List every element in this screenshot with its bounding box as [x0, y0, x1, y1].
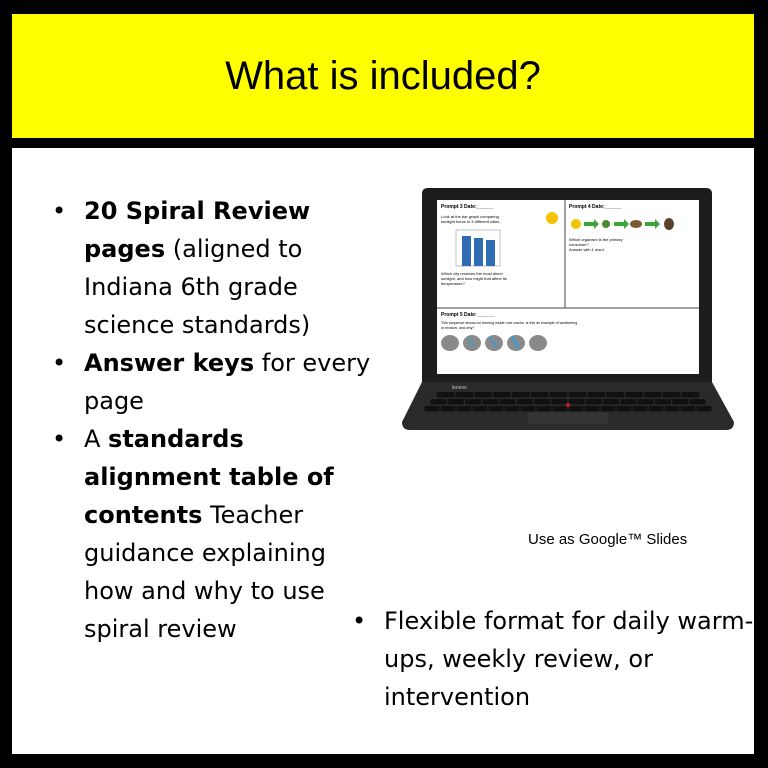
keyboard-key	[457, 406, 472, 412]
laptop-brand: lenovo	[452, 385, 467, 391]
slide-prompt4-question: Answer with 1 word.	[569, 247, 605, 252]
title-banner	[12, 14, 754, 138]
feature-item	[52, 344, 372, 420]
laptop-image	[400, 186, 736, 432]
keyboard-key	[587, 392, 605, 398]
keyboard-key	[601, 406, 616, 412]
slide-prompt3-text: sunlight hours in 3 different cities.	[441, 219, 501, 224]
keyboard-key	[551, 399, 567, 405]
keyboard-key	[697, 406, 712, 412]
touchpad	[528, 412, 608, 424]
keyboard-key	[681, 406, 696, 412]
feature-bold: Answer keys	[84, 349, 255, 377]
keyboard-key	[489, 406, 504, 412]
flexible-format-text: Flexible format for daily warm-ups, weekly review, or intervention	[384, 607, 754, 711]
keyboard-key	[620, 399, 636, 405]
slide-prompt3-header: Prompt 3 Date:______	[441, 204, 494, 210]
page-title: What is included?	[225, 53, 541, 98]
content-panel	[12, 148, 754, 754]
slide-prompt3-question: temperature?	[441, 281, 465, 286]
slide-prompt4-question: consumer?	[569, 242, 589, 247]
keyboard-key	[569, 406, 584, 412]
trackpoint	[566, 403, 570, 407]
keyboard-key	[682, 392, 700, 398]
keyboard-key	[531, 392, 549, 398]
slide-prompt5-header: Prompt 5 Date: ______	[441, 312, 495, 318]
keyboard-key	[649, 406, 664, 412]
keyboard-key	[603, 399, 619, 405]
keyboard-key	[569, 392, 587, 398]
slide-prompt5-text: or erosion, and why?	[441, 326, 475, 330]
keyboard-key	[431, 399, 447, 405]
keyboard-key	[474, 392, 492, 398]
flexible-format-item	[352, 602, 764, 716]
slide-prompt4-question: Which organism is the primary	[569, 237, 623, 242]
feature-bold: standards alignment table of contents	[84, 425, 334, 529]
keyboard-key	[521, 406, 536, 412]
keyboard-key	[448, 399, 464, 405]
feature-list	[52, 192, 372, 648]
slide-prompt5-text: This sequence shows ice forming inside rock cracks. Is this an example of weathering	[441, 321, 578, 325]
keyboard-key	[455, 392, 473, 398]
feature-text: Teacher guidance explaining how and why to use spiral review	[84, 501, 327, 643]
keyboard-key	[550, 392, 568, 398]
keyboard-key	[441, 406, 456, 412]
slide-prompt4-header: Prompt 4 Date:______	[569, 204, 622, 210]
slide-prompt3-text: Look at the bar graph comparing	[441, 214, 499, 219]
sun-icon	[546, 212, 558, 224]
feature-text: (aligned to Indiana 6th grade science standards)	[84, 235, 311, 339]
keyboard-key	[534, 399, 550, 405]
slide-prompt3-question: sunlight, and how might that affect its	[441, 276, 507, 281]
plant-icon	[602, 220, 610, 228]
keyboard-key	[425, 406, 440, 412]
keyboard-key	[665, 406, 680, 412]
keyboard-key	[473, 406, 488, 412]
keyboard-key	[638, 399, 654, 405]
keyboard-key	[505, 406, 520, 412]
slide-prompt3-question: Which city receives the most direct	[441, 271, 503, 276]
feature-bold: 20 Spiral Review pages	[84, 197, 311, 263]
keyboard-key	[663, 392, 681, 398]
keyboard-key	[689, 399, 705, 405]
keyboard-key	[586, 399, 602, 405]
keyboard-key	[606, 392, 624, 398]
keyboard-key	[493, 392, 511, 398]
rabbit-icon	[630, 220, 642, 228]
feature-item	[52, 420, 372, 648]
sun-icon	[571, 219, 581, 229]
keyboard-key	[585, 406, 600, 412]
bullet: •	[352, 607, 367, 635]
keyboard-key	[437, 392, 455, 398]
keyboard-key	[633, 406, 648, 412]
keyboard-key	[655, 399, 671, 405]
keyboard-key	[500, 399, 516, 405]
keyboard-key	[465, 399, 481, 405]
owl-icon	[664, 218, 674, 230]
keyboard-key	[553, 406, 568, 412]
google-slides-caption: Use as Google™ Slides	[528, 531, 688, 548]
keyboard-key	[512, 392, 530, 398]
keyboard-key	[517, 399, 533, 405]
feature-lead: A	[84, 425, 109, 453]
keyboard-key	[625, 392, 643, 398]
feature-text: for every page	[84, 349, 371, 415]
keyboard-key	[617, 406, 632, 412]
keyboard-key	[537, 406, 552, 412]
feature-item	[52, 192, 372, 344]
keyboard-key	[482, 399, 498, 405]
keyboard-key	[644, 392, 662, 398]
keyboard-key	[569, 399, 585, 405]
keyboard-key	[672, 399, 688, 405]
